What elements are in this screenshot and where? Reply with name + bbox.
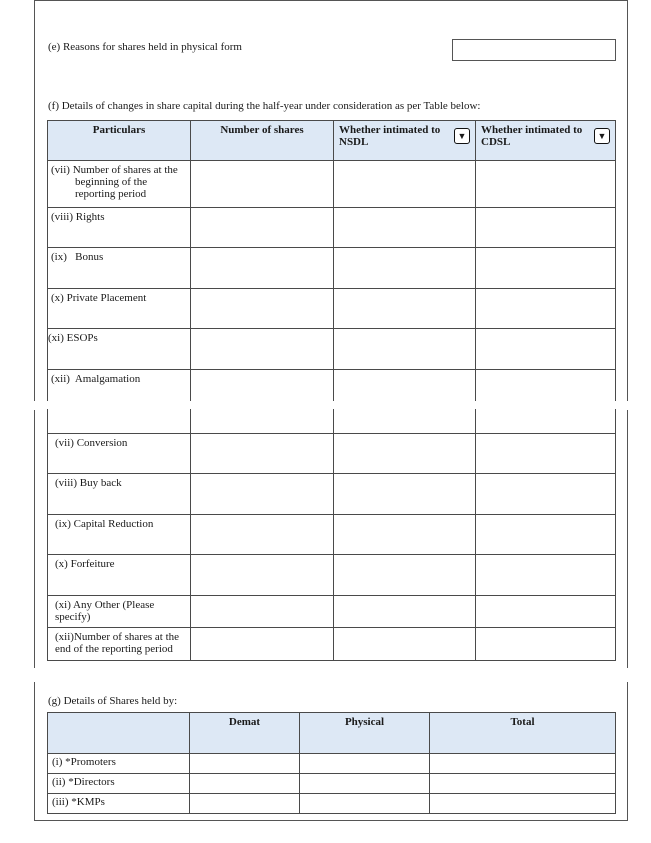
shares-cell[interactable] (191, 409, 334, 433)
nsdl-cell[interactable] (334, 554, 476, 595)
total-cell[interactable] (430, 774, 616, 794)
table-row (48, 370, 616, 401)
row-label: (vii) Conversion (48, 433, 191, 473)
header-nsdl-line1: Whether intimated to (339, 124, 441, 136)
row-label: (xii)Number of shares at the end of the reporting period (48, 627, 191, 660)
nsdl-cell[interactable] (334, 473, 476, 514)
nsdl-cell[interactable] (334, 161, 476, 208)
row-label: (x) Forfeiture (48, 554, 191, 595)
nsdl-cell[interactable] (334, 329, 476, 370)
row-label: (ix) Capital Reduction (48, 514, 191, 554)
share-capital-changes-table-continued (47, 409, 616, 661)
shares-cell[interactable] (191, 595, 334, 627)
demat-cell[interactable] (190, 774, 300, 794)
header-number-of-shares: Number of shares (191, 121, 334, 161)
table-row (48, 248, 616, 289)
table-row (48, 409, 616, 433)
header-blank (48, 713, 190, 754)
table-row (48, 329, 616, 370)
header-nsdl-line2: NSDL (339, 136, 369, 148)
row-label: (i) *Promoters (48, 754, 190, 774)
cdsl-cell[interactable] (476, 409, 616, 433)
demat-cell[interactable] (190, 794, 300, 814)
nsdl-cell[interactable] (334, 208, 476, 248)
row-label: (ix) Bonus (48, 248, 191, 289)
shares-cell[interactable] (191, 370, 334, 401)
header-nsdl (334, 121, 476, 161)
header-total: Total (430, 713, 616, 754)
share-capital-changes-table (47, 120, 616, 401)
cdsl-dropdown-icon[interactable]: ▼ (594, 128, 610, 144)
cdsl-cell[interactable] (476, 248, 616, 289)
total-cell[interactable] (430, 794, 616, 814)
table-row (48, 627, 616, 660)
section-g-label: (g) Details of Shares held by: (48, 695, 178, 707)
header-cdsl-line2: CDSL (481, 136, 511, 148)
reason-physical-input[interactable] (452, 39, 616, 61)
table-row (48, 473, 616, 514)
table-row (48, 794, 616, 814)
header-demat: Demat (190, 713, 300, 754)
shares-cell[interactable] (191, 329, 334, 370)
table-row (48, 774, 616, 794)
section-f-label: (f) Details of changes in share capital during the half-year under consideration as per Table below: (48, 100, 481, 112)
header-cdsl-line1: Whether intimated to (481, 124, 583, 136)
shares-cell[interactable] (191, 161, 334, 208)
table-row (48, 433, 616, 473)
nsdl-cell[interactable] (334, 370, 476, 401)
nsdl-cell[interactable] (334, 627, 476, 660)
table-row (48, 161, 616, 208)
cdsl-cell[interactable] (476, 627, 616, 660)
shares-cell[interactable] (191, 627, 334, 660)
cdsl-cell[interactable] (476, 161, 616, 208)
section-e-label: (e) Reasons for shares held in physical form (48, 41, 242, 53)
cdsl-cell[interactable] (476, 433, 616, 473)
physical-cell[interactable] (300, 754, 430, 774)
header-physical: Physical (300, 713, 430, 754)
header-cdsl (476, 121, 616, 161)
shares-held-by-table (47, 712, 616, 814)
nsdl-dropdown-icon[interactable]: ▼ (454, 128, 470, 144)
demat-cell[interactable] (190, 754, 300, 774)
shares-cell[interactable] (191, 208, 334, 248)
cdsl-cell[interactable] (476, 329, 616, 370)
cdsl-cell[interactable] (476, 289, 616, 329)
nsdl-cell[interactable] (334, 595, 476, 627)
row-label: (xii) Amalgamation (48, 370, 191, 401)
cdsl-cell[interactable] (476, 514, 616, 554)
row-label: (ii) *Directors (48, 774, 190, 794)
table-row (48, 754, 616, 774)
nsdl-cell[interactable] (334, 433, 476, 473)
shares-cell[interactable] (191, 473, 334, 514)
table-row (48, 208, 616, 248)
physical-cell[interactable] (300, 774, 430, 794)
cdsl-cell[interactable] (476, 554, 616, 595)
shares-cell[interactable] (191, 289, 334, 329)
cdsl-cell[interactable] (476, 208, 616, 248)
table-row (48, 289, 616, 329)
table-row (48, 554, 616, 595)
row-label: (xi) ESOPs (48, 329, 191, 370)
total-cell[interactable] (430, 754, 616, 774)
table-row (48, 595, 616, 627)
nsdl-cell[interactable] (334, 409, 476, 433)
cdsl-cell[interactable] (476, 595, 616, 627)
row-label: (vii) Number of shares at the beginning of the reporting period (48, 161, 191, 208)
shares-cell[interactable] (191, 554, 334, 595)
row-label: (x) Private Placement (48, 289, 191, 329)
nsdl-cell[interactable] (334, 248, 476, 289)
spacer-cell (48, 409, 191, 433)
cdsl-cell[interactable] (476, 370, 616, 401)
row-label: (xi) Any Other (Please specify) (48, 595, 191, 627)
row-label: (viii) Buy back (48, 473, 191, 514)
shares-cell[interactable] (191, 514, 334, 554)
nsdl-cell[interactable] (334, 514, 476, 554)
cdsl-cell[interactable] (476, 473, 616, 514)
physical-cell[interactable] (300, 794, 430, 814)
table-header-row (48, 713, 616, 754)
shares-cell[interactable] (191, 248, 334, 289)
row-label: (viii) Rights (48, 208, 191, 248)
header-particulars: Particulars (48, 121, 191, 161)
row-label: (iii) *KMPs (48, 794, 190, 814)
table-row (48, 514, 616, 554)
nsdl-cell[interactable] (334, 289, 476, 329)
table-header-row (48, 121, 616, 161)
shares-cell[interactable] (191, 433, 334, 473)
